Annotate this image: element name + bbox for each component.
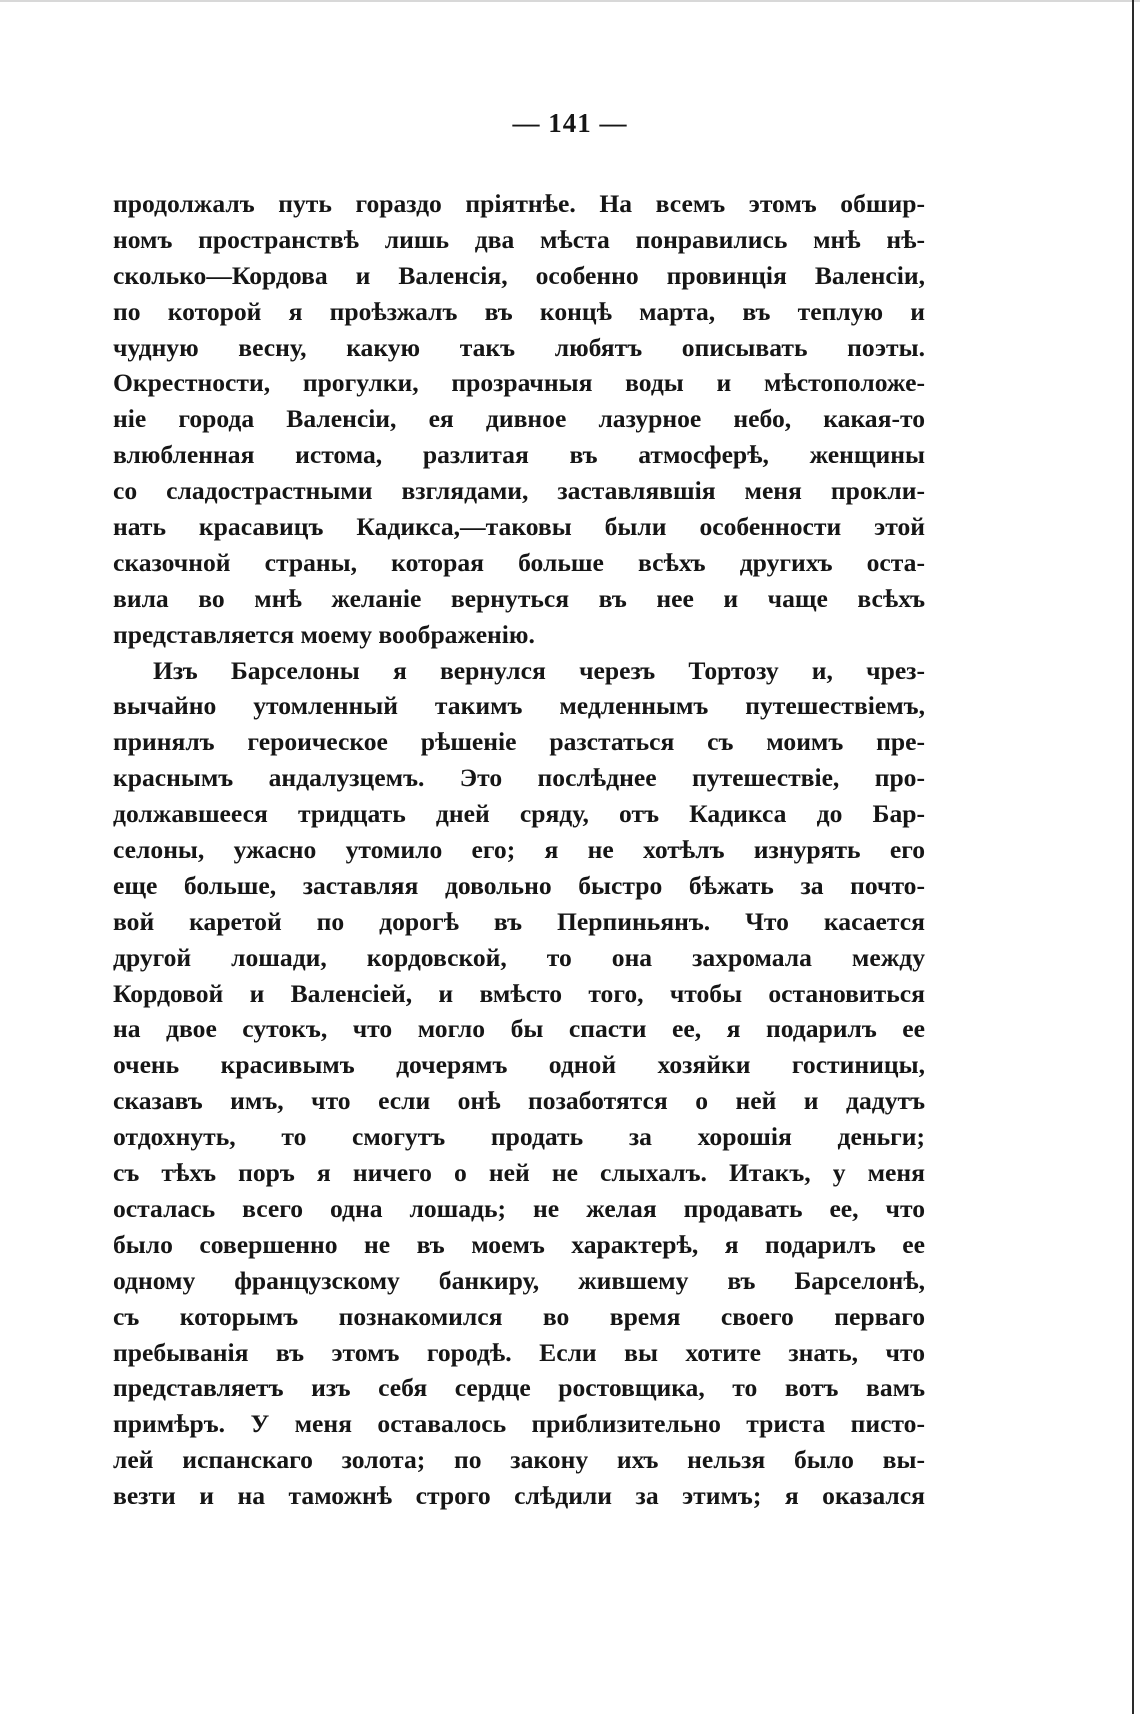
text-line: продолжалъ путь гораздо пріятнѣе. На всемъ этомъ обшир- xyxy=(113,189,925,218)
text-line: должавшееся тридцать дней сряду, отъ Кадикса до Бар- xyxy=(113,799,925,829)
text-line: селоны, ужасно утомило его; я не хотѣлъ изнурять его xyxy=(113,835,925,865)
text-line: нать красавицъ Кадикса,—таковы были особенности этой xyxy=(113,512,925,542)
text-line: одному французскому банкиру, жившему въ Барселонѣ, xyxy=(113,1265,925,1295)
text-line: Изъ Барселоны я вернулся черезъ Тортозу и, чрез- xyxy=(153,655,925,685)
text-line: осталась всего одна лошадь; не желая продавать ее, что xyxy=(113,1193,925,1223)
text-line: вила во мнѣ желаніе вернуться въ нее и чаще всѣхъ xyxy=(113,583,925,613)
text-line: очень красивымъ дочерямъ одной хозяйки гостиницы, xyxy=(113,1050,925,1080)
scan-edge-top xyxy=(0,0,1140,2)
text-line: пребыванія въ этомъ городѣ. Если вы хотите знать, что xyxy=(113,1337,925,1367)
text-line: влюбленная истома, разлитая въ атмосферѣ, женщины xyxy=(113,440,925,470)
text-line: отдохнуть, то смогутъ продать за хорошія деньги; xyxy=(113,1122,925,1152)
scan-edge-right xyxy=(1132,0,1134,1714)
text-line: везти и на таможнѣ строго слѣдили за этимъ; я оказался xyxy=(113,1481,925,1511)
text-line: лей испанскаго золота; по закону ихъ нельзя было вы- xyxy=(113,1445,925,1475)
text-line: было совершенно не въ моемъ характерѣ, я подарилъ ее xyxy=(113,1229,925,1259)
text-line: сказавъ имъ, что если онѣ позаботятся о ней и дадутъ xyxy=(113,1086,925,1116)
page-number: — 141 — xyxy=(512,108,628,138)
text-line: представляется моему воображенію. xyxy=(113,619,535,649)
text-line: номъ пространствѣ лишь два мѣста понравились мнѣ нѣ- xyxy=(113,224,925,254)
body-text xyxy=(113,186,925,1514)
text-line: по которой я проѣзжалъ въ концѣ марта, въ теплую и xyxy=(113,296,925,326)
text-line: сколько—Кордова и Валенсія, особенно провинція Валенсіи, xyxy=(113,260,925,290)
text-line: чудную весну, какую такъ любятъ описывать поэты. xyxy=(113,332,925,362)
text-line: вой каретой по дорогѣ въ Перпиньянъ. Что касается xyxy=(113,906,925,936)
text-line: съ тѣхъ поръ я ничего о ней не слыхалъ. Итакъ, у меня xyxy=(113,1158,925,1188)
text-line: ніе города Валенсіи, ея дивное лазурное небо, какая-то xyxy=(113,404,925,434)
text-line: съ которымъ познакомился во время своего перваго xyxy=(113,1301,925,1331)
text-line: другой лошади, кордовской, то она захромала между xyxy=(113,942,925,972)
text-line: примѣръ. У меня оставалось приблизительно триста писто- xyxy=(113,1409,925,1439)
paragraph-2 xyxy=(113,653,925,1514)
paragraph-1 xyxy=(113,186,925,653)
text-line: со сладострастными взглядами, заставлявшія меня прокли- xyxy=(113,476,925,506)
text-line: на двое сутокъ, что могло бы спасти ее, я подарилъ ее xyxy=(113,1014,925,1044)
text-line: Окрестности, прогулки, прозрачныя воды и мѣстоположе- xyxy=(113,368,925,398)
text-line: представляетъ изъ себя сердце ростовщика, то вотъ вамъ xyxy=(113,1373,925,1403)
text-line: вычайно утомленный такимъ медленнымъ путешествіемъ, xyxy=(113,691,925,721)
text-line: еще больше, заставляя довольно быстро бѣжать за почто- xyxy=(113,870,925,900)
text-line: Кордовой и Валенсіей, и вмѣсто того, чтобы остановиться xyxy=(113,978,925,1008)
text-line: краснымъ андалузцемъ. Это послѣднее путешествіе, про- xyxy=(113,763,925,793)
text-line: принялъ героическое рѣшеніе разстаться съ моимъ пре- xyxy=(113,727,925,757)
text-line: сказочной страны, которая больше всѣхъ другихъ оста- xyxy=(113,547,925,577)
